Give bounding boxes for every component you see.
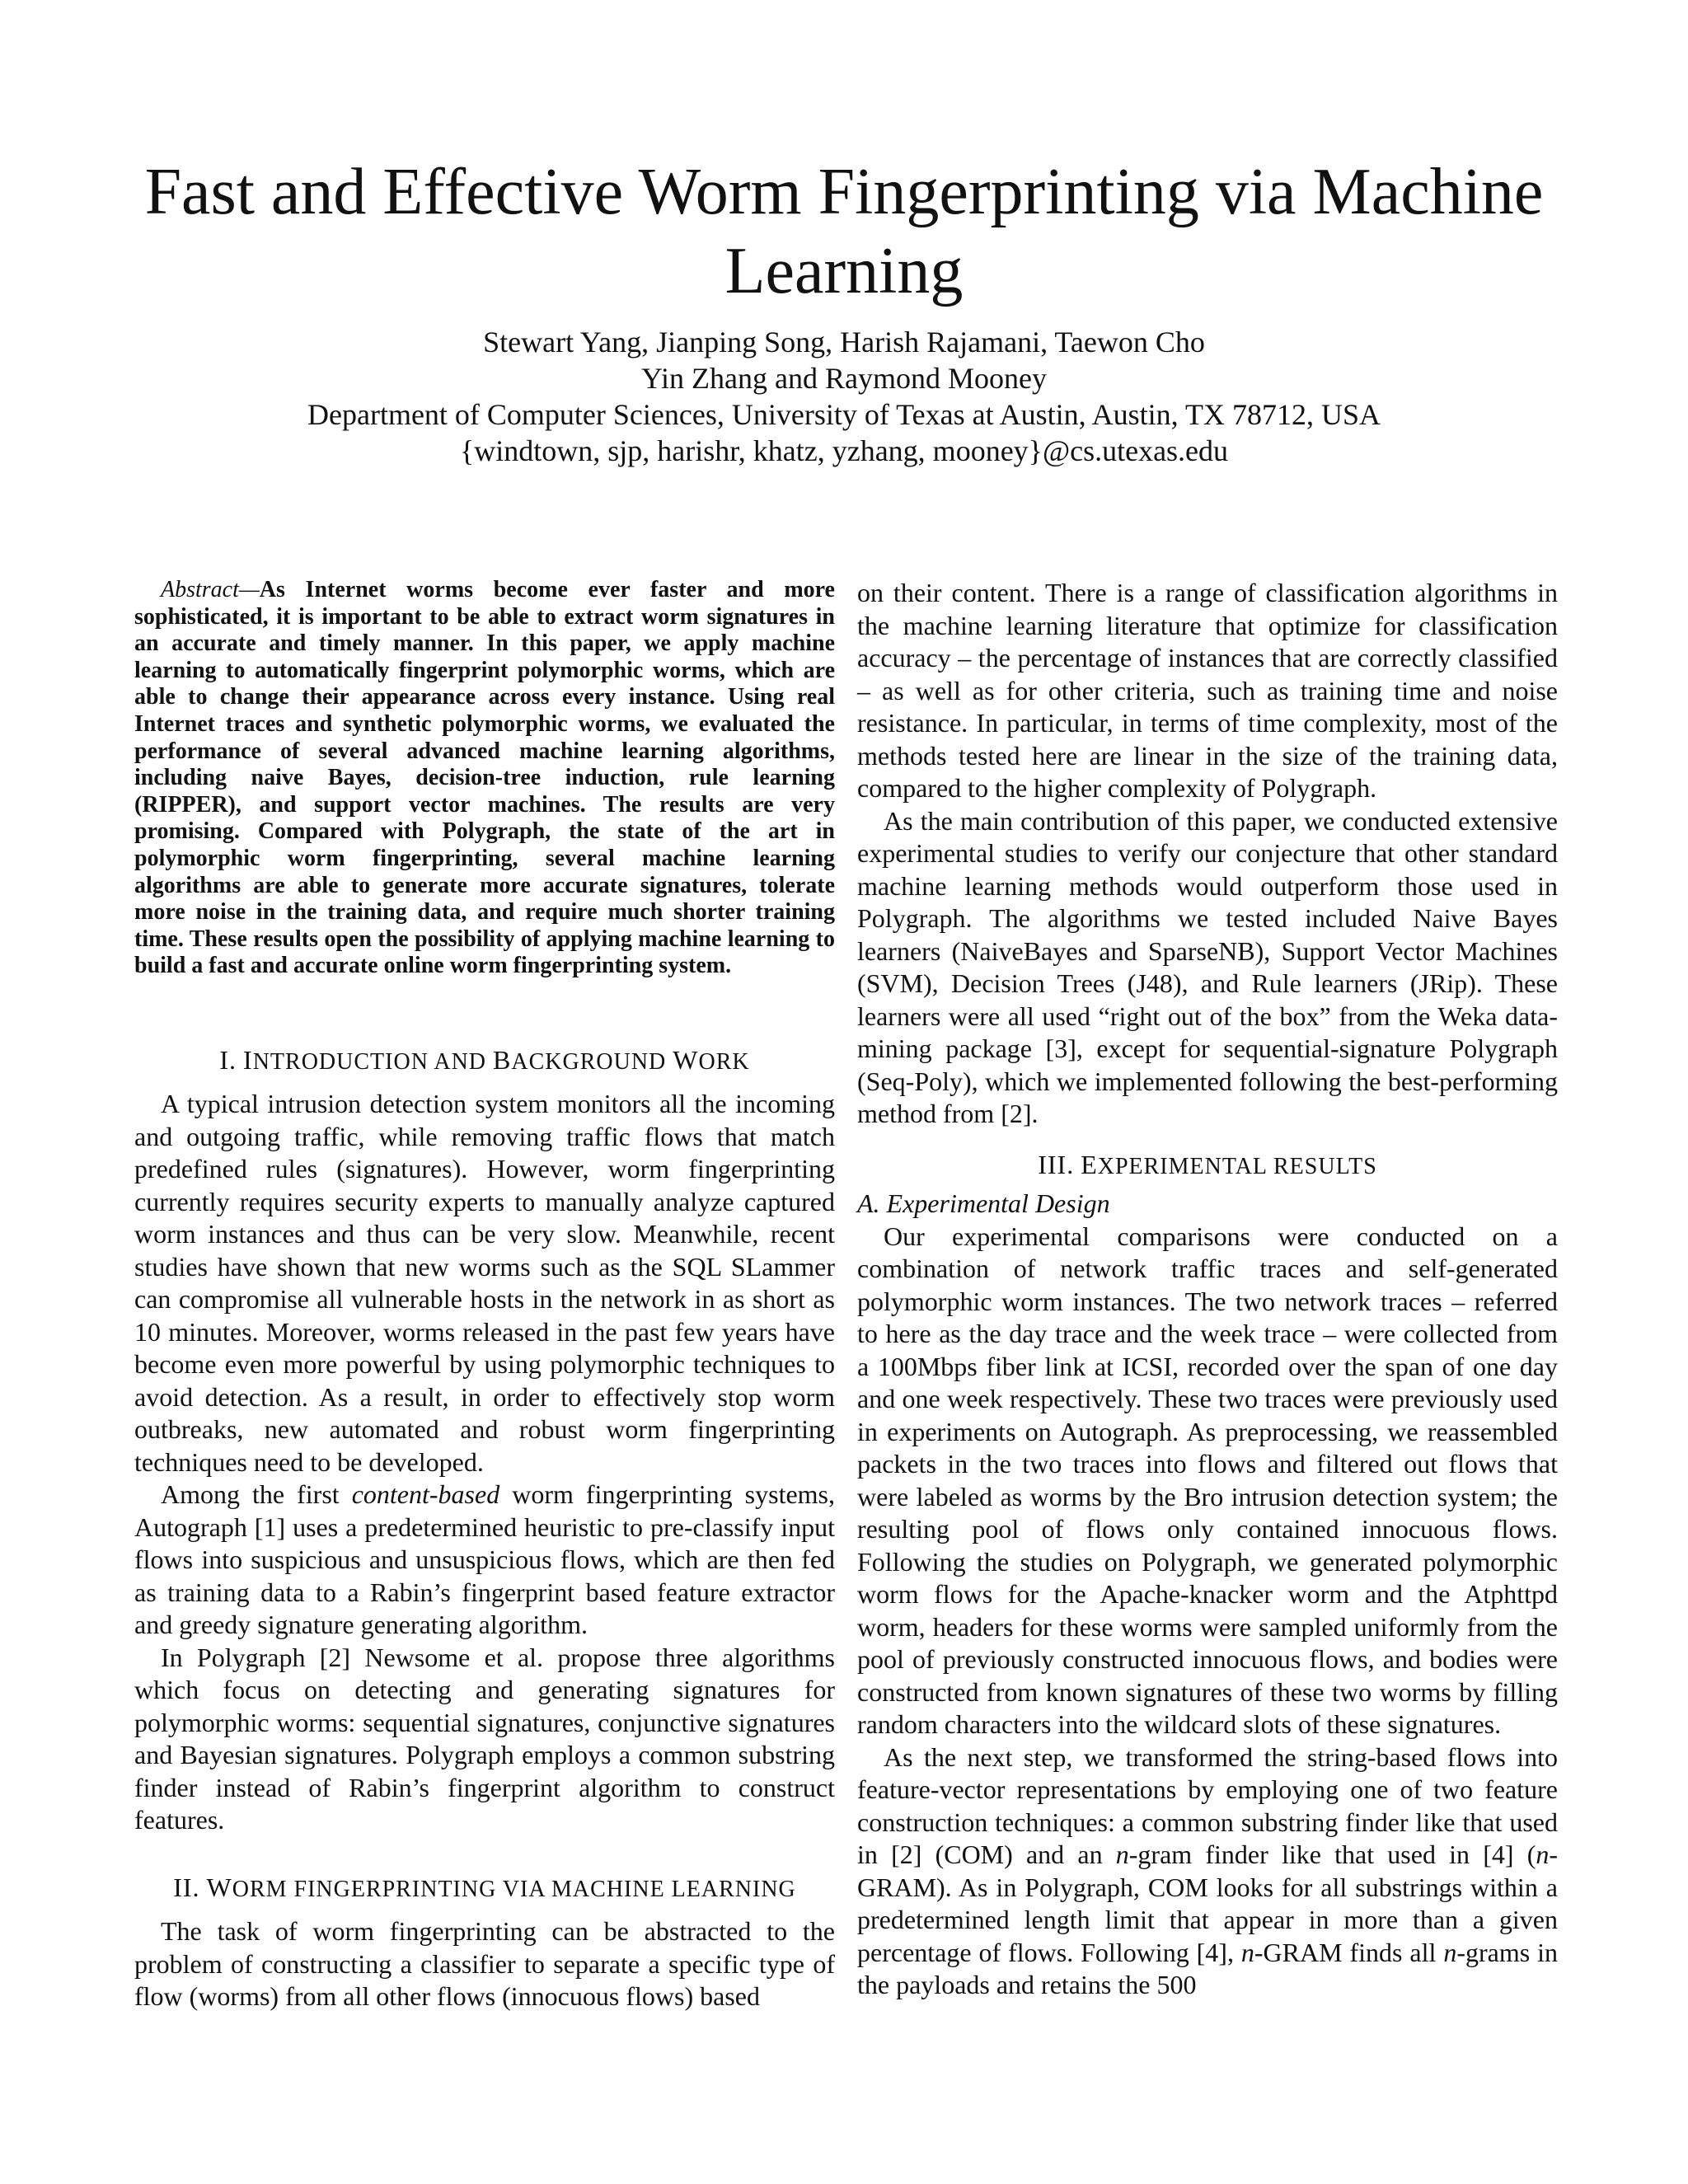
abstract-lead: Abstract—	[161, 577, 260, 602]
section-numeral: I.	[219, 1044, 237, 1075]
author-block	[132, 324, 1556, 469]
math-n: n	[1115, 1840, 1129, 1869]
text-run: -GRAM). As in Polygraph, COM looks for all substrings within a predetermined length limit that appear in more than a given percentage of flows. Following [4],	[857, 1840, 1559, 1967]
abstract	[134, 577, 835, 980]
intro-paragraph-2	[134, 1479, 835, 1642]
heading-cap: W	[673, 1044, 699, 1075]
section-heading-ml	[134, 1872, 835, 1906]
results-paragraph-1: Our experimental comparisons were conducted on a combination of network traffic traces and self-generated polymorphic worm instances. The two network traces – referred to here as the day trace and the week trace – were collected from a 100Mbps fiber link at ICSI, recorded over the span of one day and one week respectively. These two traces were previously used in experiments on Autograph. As preprocessing, we reassembled packets in the two traces into flows and filtered out flows that were labeled as worms by the Bro intrusion detection system; the resulting pool of flows only contained innocuous flows. Following the studies on Polygraph, we generated polymorphic worm flows for the Apache-knacker worm and the Atphttpd worm, headers for these worms were sampled uniformly from the pool of previously constructed innocuous flows, and bodies were constructed from known signatures of these two worms by filling random characters into the wildcard slots of these signatures.	[857, 1221, 1558, 1739]
text-run: As the next step, we transformed the string-based flows into feature-vector representations by employing one of two feature construction techniques: a common substring finder like that used in [2] (COM) and an	[857, 1741, 1558, 1869]
author-line-1: Stewart Yang, Jianping Song, Harish Rajamani, Taewon Cho	[483, 326, 1205, 359]
heading-cap: E	[1081, 1149, 1098, 1179]
heading-smallcaps: ACKGROUND	[511, 1048, 673, 1075]
heading-cap: W	[206, 1872, 232, 1902]
math-n: n	[1443, 1937, 1457, 1967]
section-numeral: III.	[1038, 1149, 1075, 1179]
affiliation: Department of Computer Sciences, University of Texas at Austin, Austin, TX 78712, USA	[307, 398, 1381, 431]
text-run: worm fingerprinting systems, Autograph [1] uses a predetermined heuristic to pre-classify input flows into suspicious and unsuspicious flows, which are then fed as training data to a Rabin’s fingerprint based feature extractor and greedy signature generating algorithm.	[134, 1479, 835, 1640]
subsection-heading: A. Experimental Design	[857, 1188, 1110, 1218]
heading-smallcaps: ORK	[698, 1048, 750, 1075]
results-paragraph-2	[857, 1741, 1558, 2002]
ml-paragraph-2: As the main contribution of this paper, we conducted extensive experimental studies to verify our conjecture that other standard machine learning methods would outperform those used in Polygraph. The algorithms we tested included Naive Bayes learners (NaiveBayes and SparseNB), Support Vector Machines (SVM), Decision Trees (J48), and Rule learners (JRip). These learners were all used “right out of the box” from the Weka data-mining package [3], except for sequential-signature Polygraph (Seq-Poly), which we implemented following the best-performing method from [2].	[857, 805, 1558, 1128]
emphasis: content-based	[351, 1479, 500, 1510]
intro-paragraph-1: A typical intrusion detection system monitors all the incoming and outgoing traffic, while removing traffic flows that match predefined rules (signatures). However, worm fingerprinting currently requires security experts to manually analyze captured worm instances and thus can be very slow. Meanwhile, recent studies have shown that new worms such as the SQL SLammer can compromise all vulnerable hosts in the network in as short as 10 minutes. Moreover, worms released in the past few years have become even more powerful by using polymorphic techniques to avoid detection. As a result, in order to effectively stop worm outbreaks, new automated and robust worm fingerprinting techniques need to be developed.	[134, 1089, 835, 1477]
math-n: n	[1536, 1840, 1550, 1869]
heading-smallcaps: NTRODUCTION AND	[252, 1048, 494, 1075]
section-numeral: II.	[173, 1872, 200, 1902]
text-run: -GRAM finds all	[1254, 1937, 1444, 1967]
right-column	[857, 577, 1558, 2002]
intro-paragraph-3: In Polygraph [2] Newsome et al. propose three algorithms which focus on detecting and generating signatures for polymorphic worms: sequential signatures, conjunctive signatures and Bayesian signatures. Polygraph employs a common substring finder instead of Rabin’s fingerprint algorithm to construct features.	[134, 1642, 835, 1835]
heading-cap: B	[493, 1044, 512, 1075]
ml-paragraph-1-start: The task of worm fingerprinting can be abstracted to the problem of constructing a classifier to separate a specific type of flow (worms) from all other flows (innocuous flows) based	[134, 1916, 835, 2012]
paper-title: Fast and Effective Worm Fingerprinting via Machine Learning	[144, 156, 1544, 307]
section-heading-results	[857, 1149, 1558, 1183]
section-heading-intro	[134, 1044, 835, 1079]
author-line-2: Yin Zhang and Raymond Mooney	[641, 362, 1047, 395]
heading-cap: I	[243, 1044, 253, 1075]
math-n: n	[1240, 1937, 1254, 1967]
text-run: -grams in the payloads and retains the 500	[857, 1937, 1559, 1999]
emails: {windtown, sjp, harishr, khatz, yzhang, mooney}@cs.utexas.edu	[459, 434, 1229, 467]
text-run: Among the first	[161, 1479, 352, 1510]
abstract-text: As Internet worms become ever faster and more sophisticated, it is important to be able to extract worm signatures in an accurate and timely manner. In this paper, we apply machine learning to automatically fingerprint polymorphic worms, which are able to change their appearance across every instance. Using real Internet traces and synthetic polymorphic worms, we evaluated the performance of several advanced machine learning algorithms, including naive Bayes, decision-tree induction, rule learning (RIPPER), and support vector machines. The results are very promising. Compared with Polygraph, the state of the art in polymorphic worm fingerprinting, several machine learning algorithms are able to generate more accurate signatures, tolerate more noise in the training data, and require much shorter training time. These results open the possibility of applying machine learning to build a fast and accurate online worm fingerprinting system.	[134, 577, 835, 979]
left-column	[134, 577, 835, 2013]
text-run: -gram finder like that used in [4] (	[1128, 1840, 1536, 1869]
heading-smallcaps: ORM FINGERPRINTING VIA MACHINE LEARNING	[232, 1876, 796, 1902]
heading-smallcaps: XPERIMENTAL RESULTS	[1097, 1153, 1377, 1179]
ml-paragraph-1-cont: on their content. There is a range of classification algorithms in the machine learning literature that optimize for classification accuracy – the percentage of instances that are correctly classified – as well as for other criteria, such as training time and noise resistance. In particular, in terms of time complexity, most of the methods tested here are linear in the size of the training data, compared to the higher complexity of Polygraph.	[857, 578, 1558, 803]
